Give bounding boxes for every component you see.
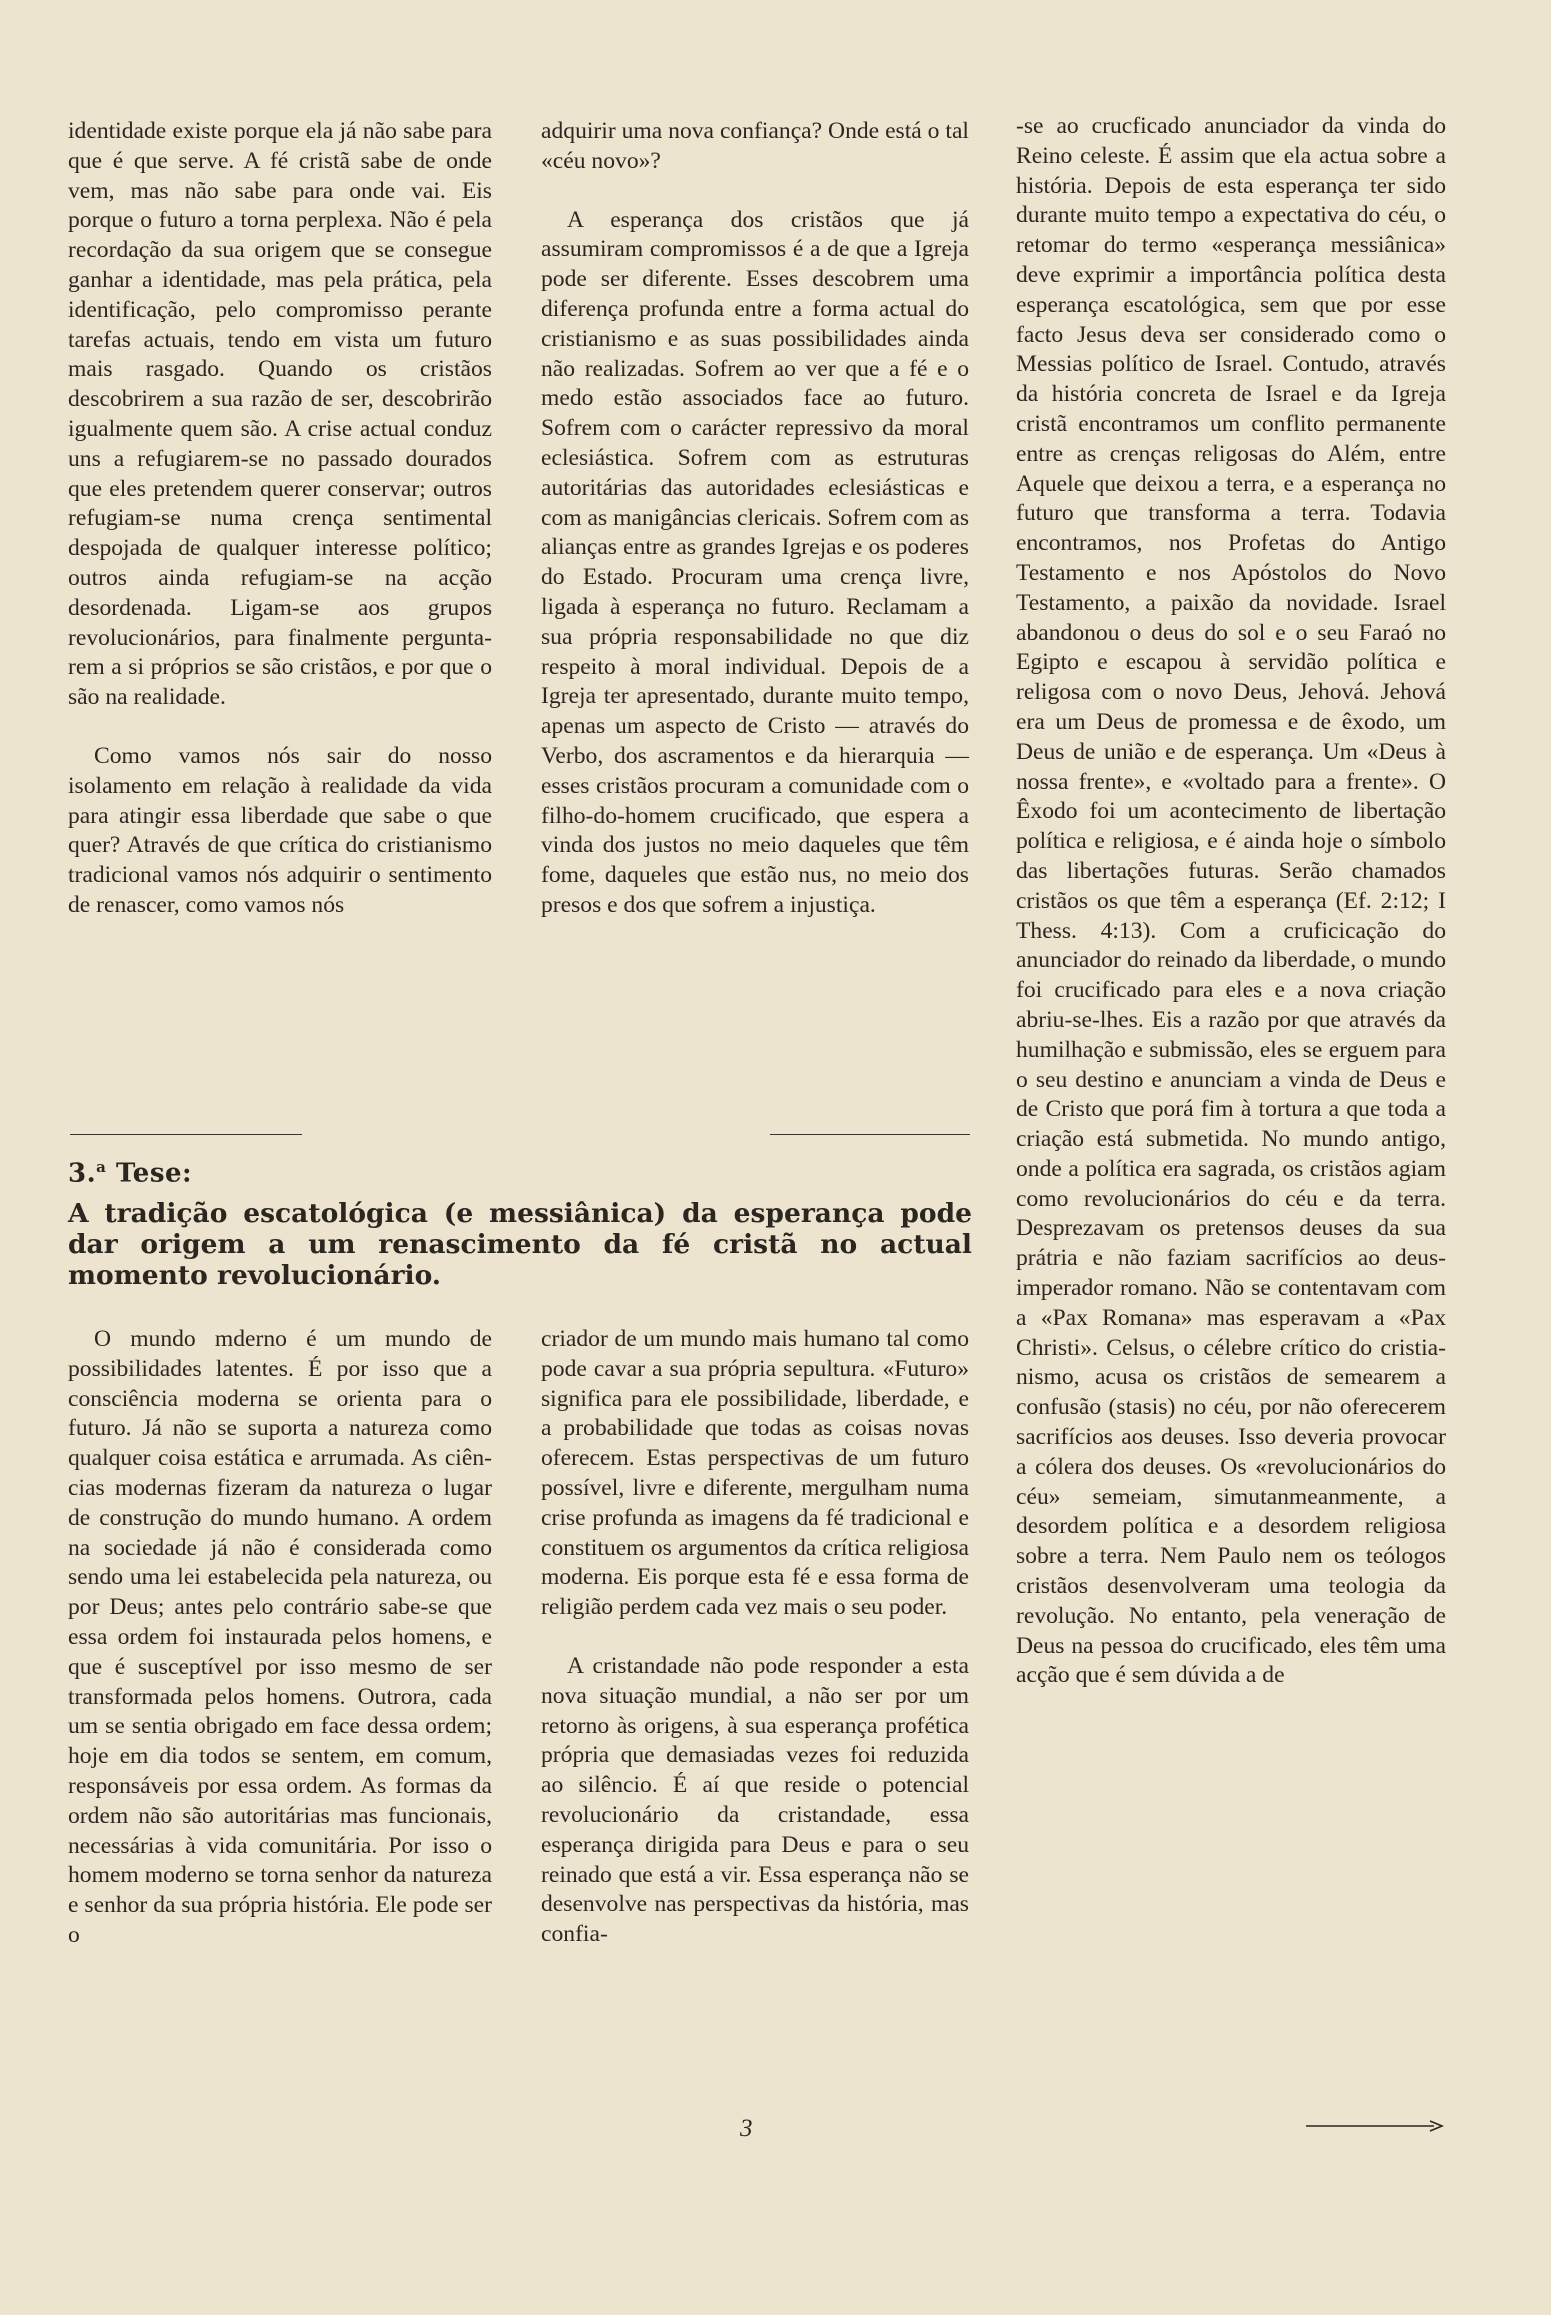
column-bottom-left: [68, 1325, 492, 1951]
section-divider-right: [770, 1134, 970, 1135]
page-number: 3: [740, 2115, 753, 2142]
paragraph: identidade existe porque ela já não sabe para que é que serve. A fé cristã sabe de onde vem, mas não sabe para onde vai. Eis porque o futuro a torna perplexa. Não é pela recordação da sua origem que se consegue ganhar a identidade, mas pela prática, pela identificação, pelo compromisso perante tarefas actuais, tendo em vista um futuro mais rasgado. Quando os cristãos descobrirem a sua razão de ser, descobrirão igualmente quem são. A crise actual conduz uns a refugiarem-se no passado dourados que eles pretendem querer conservar; outros refugiam-se numa crença sentimental despojada de qualquer interesse político; outros ainda refugiam-se na acção desordenada. Ligam-se aos grupos revolucionários, para finalmente perguntarem a si próprios se são cristãos, e por que o são na realidade.: [68, 118, 492, 711]
paragraph: A esperança dos cristãos que já assumiram compromissos é a de que a Igreja pode ser diferente. Esses descobrem uma diferença profunda entre a forma actual do cristianismo e as suas possibilidades ainda não realizadas. Sofrem ao ver que a fé e o medo estão associados face ao futuro. Sofrem com o carácter repressivo da moral eclesiástica. Sofrem com as estruturas autoritárias das autoridades eclesiásticas e com as manigâncias clericais. Sofrem com as alianças entre as grandes Igrejas e os poderes do Estado. Procuram uma crença livre, ligada à esperança no futuro. Reclamam a sua própria responsabilidade no que diz respeito à moral individual. Depois de a Igreja ter apresentado, durante muito tempo, apenas um aspecto de Cristo — através do Verbo, dos ascramentos e da hierarquia — esses cristãos procuram a comunidade com o filho-do-homem crucificado, que espera a vinda dos justos no meio daqueles que têm fome, daqueles que estão nus, no meio dos presos e dos que sofrem a injustiça.: [541, 206, 969, 918]
thesis-label: Tese:: [106, 1158, 193, 1189]
thesis-heading: [68, 1158, 192, 1189]
paragraph: Como vamos nós sair do nosso isolamento em relação à realidade da vida para atingir essa liberdade que sabe o que quer? Através de que crítica do cristianismo tradicional vamos nós adquirir o sentimento de renascer, como vamos nós: [68, 742, 492, 918]
paragraph: criador de um mundo mais humano tal como pode cavar a sua própria sepultura. «Futuro» significa para ele possibilidade, liberdade, e a probabilidade que todas as coisas novas oferecem. Estas perspectivas de um futuro possível, livre e diferente, mergulham numa crise profunda as imagens da fé tradicional e constituem os argumentos da crítica religiosa moderna. Eis porque esta fé e essa forma de religião perdem cada vez mais o seu poder.: [541, 1326, 969, 1621]
column-top-left: [68, 117, 492, 921]
paragraph: O mundo mderno é um mundo de possibilidades latentes. É por isso que a consciência moderna se orienta para o futuro. Já não se suporta a natureza como qualquer coisa estática e arrumada. As ciências modernas fizeram da natureza o lugar de construção do mundo humano. A ordem na sociedade já não é considerada como sendo uma lei estabelecida pela natureza, ou por Deus; antes pelo contrário sabe-se que essa ordem foi instaurada pelos homens, e que é susceptível por isso mesmo de ser transformada pelos homens. Outrora, cada um se sentia obrigado em face dessa ordem; hoje em dia todos se sentem, em comum, responsáveis por essa ordem. As formas da ordem não são autoritárias mas funcionais, necessárias à vida comunitária. Por isso o homem moderno se torna senhor da natureza e senhor da sua própria história. Ele pode ser o: [68, 1326, 492, 1948]
arrow-right-icon: [1306, 2120, 1446, 2132]
paragraph: -se ao crucficado anunciador da vinda do Reino celeste. É assim que ela actua sobre a história. Depois de esta esperança ter sido durante muito tempo a expectativa do céu, o retomar do termo «esperança messiânica» deve exprimir a importância política desta esperança escatológica, sem que por esse facto Jesus deva ser considerado como o Messias político de Israel. Contudo, através da história concreta de Israel e da Igreja cristã encontramos um conflito permanente entre as crenças religosas do Além, entre Aquele que deixou a terra, e a esperança no futuro que transforma a terra. Todavia encontramos, nos Profetas do Antigo Testamento e nos Apóstolos do Novo Testamento, a paixão da novidade. Israel abandonou o deus do sol e o seu Faraó no Egipto e escapou à servidão política e religosa com o novo Deus, Jehová. Jehová era um Deus de promessa e de êxodo, um Deus de união e de esperança. Um «Deus à nossa frente», e «voltado para a frente». O Êxodo foi um acontecimento de libertação política e religiosa, e é ainda hoje o símbolo das libertações futuras. Serão chamados cristãos os que têm a esperança (Ef. 2:12; I Thess. 4:13). Com a cruficicação do anunciador do reinado da liberdade, o mundo foi crucificado para eles e a nova criação abriu-se-lhes. Eis a razão por que através da humilhação e submissão, eles se erguem para o seu destino e anunciam a vinda de Deus e de Cristo que porá fim à tortura a que toda a criação está submetida. No mundo antigo, onde a política era sagrada, os cristãos agiam como revolucionários do céu e da terra. Desprezavam os pretensos deuses da sua prátria e não faziam sacrifícios ao deus-imperador romano. Não se contentavam com a «Pax Romana» mas esperavam a «Pax Christi». Celsus, o célebre crítico do cristianismo, acusa os cristãos de semearem a confusão (stasis) no céu, por não oferecerem sacrifícios aos deuses. Isso deveria provocar a cólera dos deuses. Os «revolucionários do céu» semeiam, simutanmeanmente, a desordem política e a desordem religiosa sobre a terra. Nem Paulo nem os teólogos cristãos desenvolveram uma teologia da revolução. No entanto, pela veneração de Deus na pessoa do crucificado, eles têm uma acção que é sem dúvida a de: [1016, 113, 1446, 1689]
thesis-number: 3.: [68, 1158, 97, 1189]
section-divider-left: [70, 1134, 302, 1135]
paragraph: A cristandade não pode responder a esta nova situação mundial, a não ser por um retorno às origens, à sua esperança profética própria que demasiadas vezes foi reduzida ao silêncio. É aí que reside o potencial revolucionário da cristandade, essa esperança dirigida para Deus e para o seu reinado que está a vir. Essa esperança não se desenvolve nas perspectivas da história, mas confia-: [541, 1652, 969, 1948]
thesis-title: A tradição escatológica (e messiânica) da esperança pode dar origem a um renascimento da fé cristã no actual momento revolucionário.: [68, 1198, 972, 1291]
paragraph: adquirir uma nova confiança? Onde está o tal «céu novo»?: [541, 118, 969, 174]
column-top-middle: [541, 117, 969, 921]
thesis-ordinal: a: [96, 1158, 107, 1176]
column-bottom-middle: [541, 1325, 969, 1950]
column-right: [1016, 112, 1446, 1691]
